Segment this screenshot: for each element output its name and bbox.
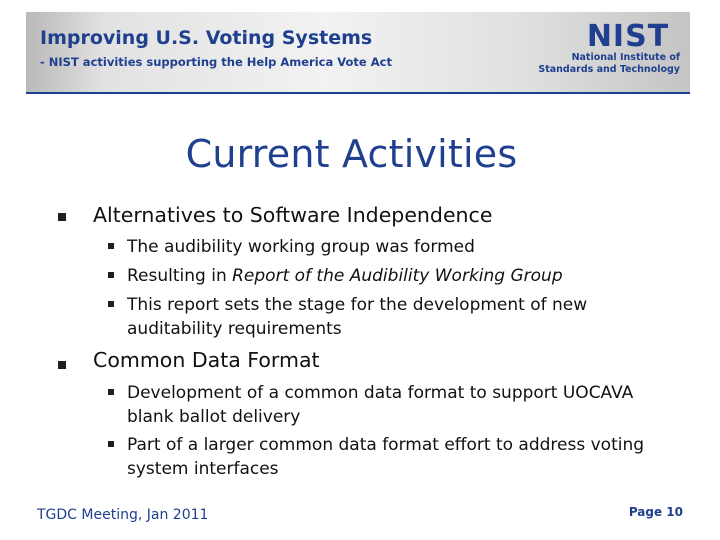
bullet-square-icon xyxy=(108,272,114,278)
list-item xyxy=(127,264,672,288)
bullet-square-icon xyxy=(108,301,114,307)
banner-subtitle: - NIST activities supporting the Help America Vote Act xyxy=(40,55,392,69)
nist-logo-text: NIST xyxy=(586,20,670,50)
bullet-square-icon xyxy=(108,441,114,447)
page-number: Page 10 xyxy=(628,505,683,519)
footer-meeting-label: TGDC Meeting, Jan 2011 xyxy=(37,507,209,523)
section-heading: Common Data Format xyxy=(93,348,320,372)
list-item: The audibility working group was formed xyxy=(127,237,475,257)
banner-title: Improving U.S. Voting Systems xyxy=(40,27,373,49)
bullet-square-icon xyxy=(58,213,66,221)
bullet-square-icon xyxy=(108,243,114,249)
nist-logo xyxy=(578,20,678,50)
section-heading: Alternatives to Software Independence xyxy=(93,203,493,227)
nist-subtitle-line1: National Institute of xyxy=(571,52,680,63)
list-item-prefix: Resulting in xyxy=(127,266,233,286)
header-banner xyxy=(26,12,690,94)
bullet-square-icon xyxy=(58,361,66,369)
slide-title: Current Activities xyxy=(185,132,518,176)
bullet-square-icon xyxy=(108,389,114,395)
nist-subtitle-line2: Standards and Technology xyxy=(538,64,680,75)
list-item: This report sets the stage for the development of new auditability requirements xyxy=(127,295,588,339)
report-title: Report of the Audibility Working Group xyxy=(232,266,563,286)
list-item: Part of a larger common data format effort to address voting system interfaces xyxy=(127,435,645,479)
list-item: Development of a common data format to support UOCAVA blank ballot delivery xyxy=(127,383,634,427)
